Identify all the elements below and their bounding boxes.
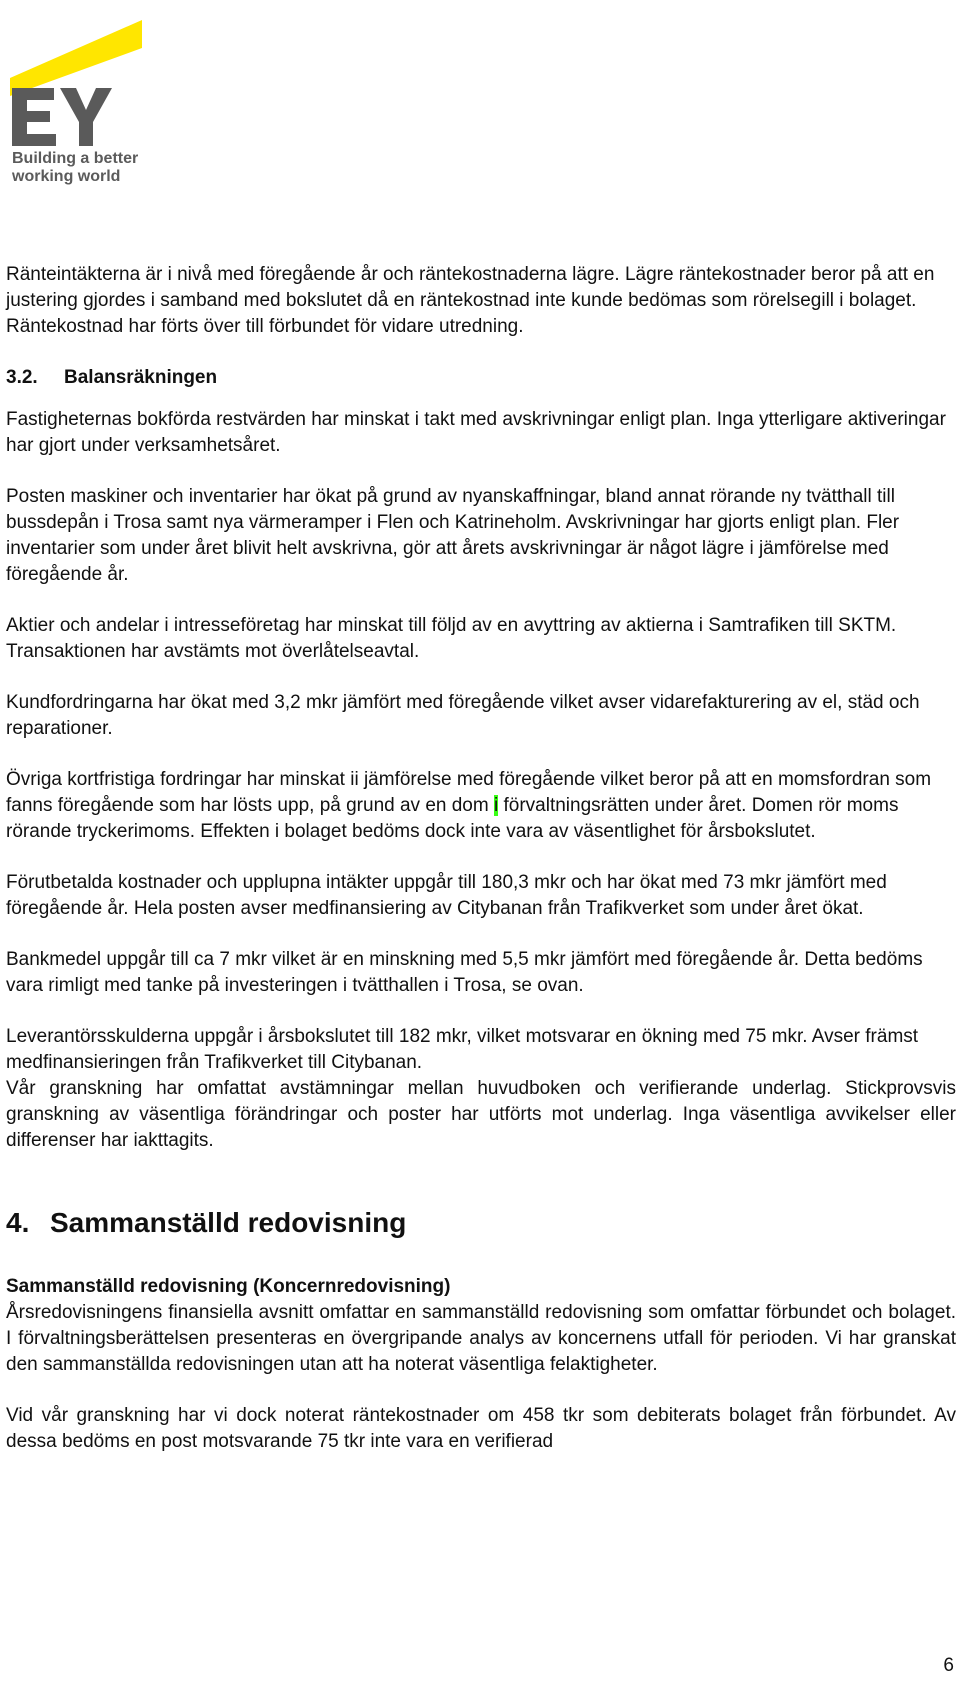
highlighted-text: i (493, 795, 499, 816)
paragraph-receivables: Kundfordringarna har ökat med 3,2 mkr jämfört med föregående vilket avser vidarefakturering av el, städ och reparationer. (6, 692, 920, 739)
paragraph-interest-costs: Vid vår granskning har vi dock noterat räntekostnader om 458 tkr som debiterats bolaget från förbundet. Av dessa bedöms en post motsvarande 75 tkr inte vara en verifierad (6, 1405, 956, 1452)
section-title: Balansräkningen (64, 367, 218, 388)
document-body (6, 262, 956, 1480)
tagline-line-2: working world (12, 168, 121, 185)
paragraph-machinery: Posten maskiner och inventarier har ökat på grund av nyanskaffningar, bland annat rörande ny tvätthall till bussdepån i Trosa samt nya värmeramper i Flen och Katrineholm. Avskrivningar har gjorts enligt plan. Fler inventarier som under året blivit helt avskrivna, gör att årets avskrivningar är något lägre i jämförelse med föregående år. (6, 486, 900, 585)
subheading-consolidated: Sammanställd redovisning (Koncernredovisning) (6, 1276, 451, 1297)
text-segment: förvaltningsrätten under året. Domen rör moms rörande tryckerimoms. Effekten i bolaget bedöms dock inte vara av väsentlighet för årsbokslutet. (6, 795, 899, 842)
section-heading-3-2 (6, 365, 956, 391)
paragraph-shares: Aktier och andelar i intresseföretag har minskat till följd av en avyttring av aktierna i Samtrafiken till SKTM. Transaktionen har avstämts mot överlåtelseavtal. (6, 615, 897, 662)
ey-logo-mark (10, 18, 160, 148)
page-number: 6 (943, 1655, 954, 1676)
text-segment: Övriga kortfristiga fordringar har minskat ii jämförelse med föregående vilket beror på att en momsfordran som fanns föregående som har lösts upp, på grund av en dom (6, 769, 932, 816)
paragraph-properties: Fastigheternas bokförda restvärden har minskat i takt med avskrivningar enligt plan. Inga ytterligare aktiveringar har gjort under verksamhetsåret. (6, 409, 946, 456)
section-number: 3.2. (6, 367, 38, 388)
paragraph-other-receivables (6, 767, 956, 845)
tagline-line-1: Building a better (12, 150, 139, 167)
paragraph-payables: Leverantörsskulderna uppgår i årsbokslutet till 182 mkr, vilket motsvarar en ökning med 75 mkr. Avser främst medfinansieringen från Trafikverket till Citybanan. (6, 1026, 919, 1073)
section-number: 4. (6, 1207, 30, 1238)
logo-tagline (12, 150, 138, 186)
paragraph-prepaid: Förutbetalda kostnader och upplupna intäkter uppgår till 180,3 mkr och har ökat med 73 mkr jämfört med föregående år. Hela posten avser medfinansiering av Citybanan från Trafikverket som under året ökat. (6, 872, 887, 919)
section-heading-4 (6, 1206, 956, 1240)
logo-beam-shape (10, 20, 142, 96)
logo-letter-e-shape (12, 88, 56, 146)
logo-letter-y-shape (60, 88, 112, 146)
paragraph-review: Vår granskning har omfattat avstämningar mellan huvudboken och verifierande underlag. Stickprovsvis granskning av väsentliga förändringar och poster har utförts mot underlag. Inga väsentliga avvikelser eller differenser har iakttagits. (6, 1078, 956, 1151)
paragraph-consolidated: Årsredovisningens finansiella avsnitt omfattar en sammanställd redovisning som omfattar förbundet och bolaget. I förvaltningsberättelsen presenteras en övergripande analys av koncernens utfall för perioden. Vi har granskat den sammanställda redovisningen utan att ha noterat väsentliga felaktigheter. (6, 1302, 956, 1375)
paragraph-interest: Ränteintäkterna är i nivå med föregående år och räntekostnaderna lägre. Lägre räntekostnader beror på att en justering gjordes i samband med bokslutet då en räntekostnad inte kunde bedömas som rörelsegill i bolaget. Räntekostnad har förts över till förbundet för vidare utredning. (6, 264, 935, 337)
paragraph-bank: Bankmedel uppgår till ca 7 mkr vilket är en minskning med 5,5 mkr jämfört med föregående år. Detta bedöms vara rimligt med tanke på investeringen i tvätthallen i Trosa, se ovan. (6, 949, 923, 996)
section-title: Sammanställd redovisning (50, 1207, 407, 1238)
